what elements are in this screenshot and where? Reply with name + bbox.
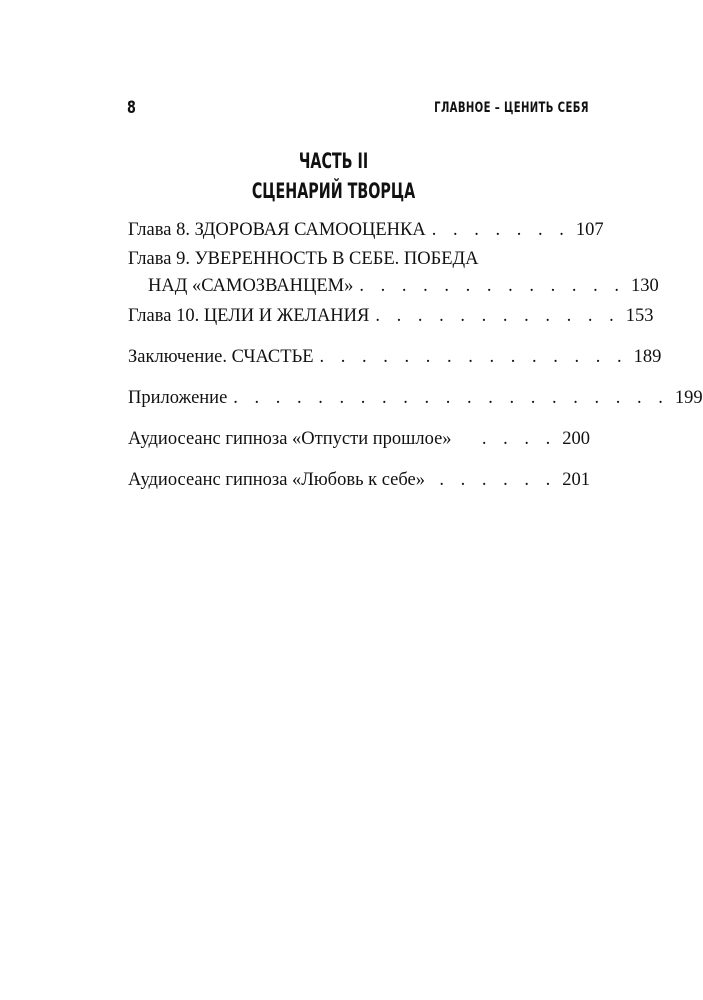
part-heading <box>0 146 667 206</box>
part-number: ЧАСТЬ II <box>298 149 369 173</box>
toc-entry-label: НАД «САМОЗВАНЦЕМ» <box>148 276 354 296</box>
toc-entry-label: Глава 10. ЦЕЛИ И ЖЕЛАНИЯ <box>128 306 370 326</box>
toc-entry-chapter-9-line1[interactable] <box>128 246 590 273</box>
toc-page-number: 201 <box>562 470 590 490</box>
toc-entry-chapter-9[interactable] <box>148 273 659 300</box>
toc-leader-dots: . . . . . . . <box>431 220 570 240</box>
toc-entry-label: Глава 8. ЗДОРОВАЯ САМООЦЕНКА <box>128 220 426 240</box>
toc-entry-appendix[interactable] <box>128 385 703 412</box>
toc-leader-dots: . . . . <box>481 429 557 449</box>
toc-page-number: 199 <box>674 388 703 408</box>
toc-entry-label: Аудиосеанс гипноза «Отпусти прошлое» <box>128 429 452 449</box>
toc-entry-audio-release-past[interactable] <box>128 426 590 453</box>
toc-page-number: 189 <box>633 347 662 367</box>
toc-leader-dots: . . . . . . . . . . . . . . . . . . . . . <box>233 388 669 408</box>
toc-leader-dots: . . . . . . . . . . . . . . . <box>319 347 628 367</box>
part-title: СЦЕНАРИЙ ТВОРЦА <box>251 179 416 203</box>
toc-entry-chapter-8[interactable] <box>128 217 604 244</box>
page-number: 8 <box>127 98 136 118</box>
toc-entry-chapter-10[interactable] <box>128 303 654 330</box>
toc-entry-audio-self-love[interactable] <box>128 467 590 494</box>
toc-entry-label: Приложение <box>128 388 228 408</box>
toc-entry-conclusion[interactable] <box>128 344 662 371</box>
toc-page-number: 107 <box>575 220 604 240</box>
toc-page-number: 153 <box>625 306 654 326</box>
toc-page-number: 200 <box>562 429 590 449</box>
toc-leader-dots: . . . . . . . . . . . . <box>375 306 620 326</box>
running-title: ГЛАВНОЕ – ЦЕНИТЬ СЕБЯ <box>434 100 589 116</box>
toc-entry-label: Аудиосеанс гипноза «Любовь к себе» <box>128 470 426 490</box>
toc-entry-label: Заключение. СЧАСТЬЕ <box>128 347 314 367</box>
toc-entry-label: Глава 9. УВЕРЕННОСТЬ В СЕБЕ. ПОБЕДА <box>128 249 479 269</box>
toc-leader-dots: . . . . . . <box>439 470 557 490</box>
toc-page-number: 130 <box>630 276 659 296</box>
toc-leader-dots: . . . . . . . . . . . . . <box>359 276 625 296</box>
